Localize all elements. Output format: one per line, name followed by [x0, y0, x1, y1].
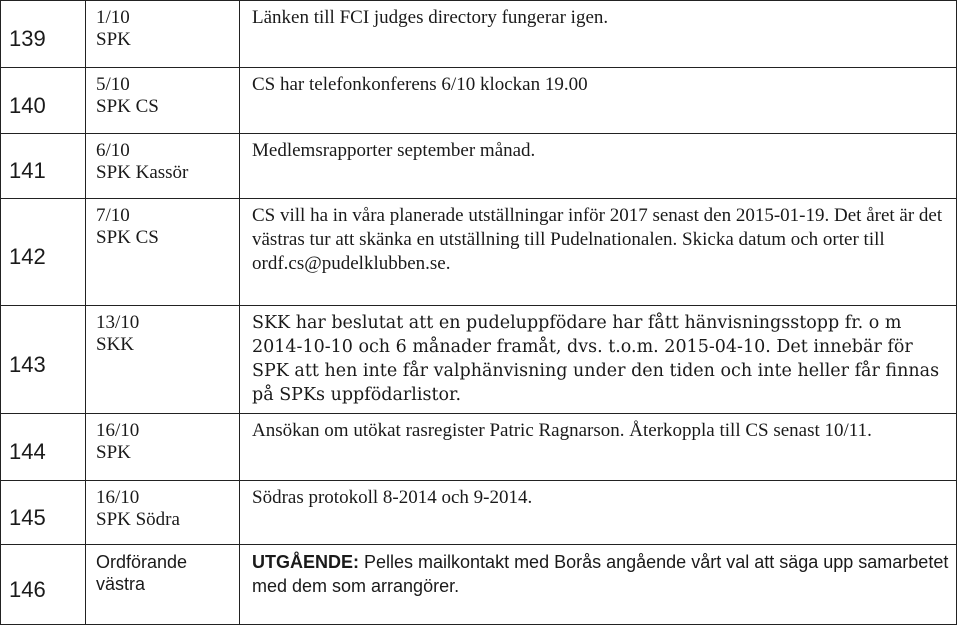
- item-date: Ordförande: [96, 552, 188, 572]
- item-text: Länken till FCI judges directory fungerar igen.: [240, 1, 957, 68]
- date-cell: [86, 68, 240, 134]
- outgoing-label: UTGÅENDE:: [252, 552, 359, 572]
- item-source: SPK CS: [96, 96, 159, 117]
- table-row: [1, 134, 957, 199]
- item-number: 144: [1, 414, 86, 481]
- item-text: Ansökan om utökat rasregister Patric Ragnarson. Återkoppla till CS senast 10/11.: [240, 414, 957, 481]
- item-date: 1/10: [96, 7, 130, 28]
- item-source: SKK: [96, 334, 135, 355]
- table-row: [1, 199, 957, 306]
- item-text: Pelles mailkontakt med Borås angående vårt val att säga upp samarbetet med dem som arrangörer.: [252, 552, 949, 596]
- item-number: 141: [1, 134, 86, 199]
- item-number: 145: [1, 481, 86, 545]
- item-text-cell: [240, 545, 957, 625]
- table-row: [1, 306, 957, 414]
- item-date: 13/10: [96, 312, 140, 333]
- item-source: västra: [96, 574, 146, 594]
- item-number: 143: [1, 306, 86, 414]
- item-date: 6/10: [96, 140, 130, 161]
- item-number: 142: [1, 199, 86, 306]
- item-text: CS har telefonkonferens 6/10 klockan 19.00: [240, 68, 957, 134]
- item-number: 146: [1, 545, 86, 625]
- item-source: SPK: [96, 29, 131, 50]
- date-cell: [86, 134, 240, 199]
- date-cell: [86, 1, 240, 68]
- item-source: SPK Kassör: [96, 162, 189, 183]
- table-row: [1, 68, 957, 134]
- item-date: 16/10: [96, 487, 140, 508]
- item-text: Medlemsrapporter september månad.: [240, 134, 957, 199]
- item-source: SPK Södra: [96, 509, 180, 530]
- item-source: SPK: [96, 442, 131, 463]
- table-row: [1, 414, 957, 481]
- date-cell: [86, 414, 240, 481]
- date-cell: [86, 545, 240, 625]
- item-number: 139: [1, 1, 86, 68]
- item-text: CS vill ha in våra planerade utställningar inför 2017 senast den 2015-01-19. Det året är det västras tur att skänka en utställning till Pudelnationalen. Skicka datum och orter till ordf.cs@pudelklubben.se.: [240, 199, 957, 306]
- date-cell: [86, 481, 240, 545]
- item-number: 140: [1, 68, 86, 134]
- table-row: [1, 1, 957, 68]
- date-cell: [86, 306, 240, 414]
- table-row: [1, 545, 957, 625]
- item-text: SKK har beslutat att en pudeluppfödare har fått hänvisningsstopp fr. o m 2014-10-10 och 6 månader framåt, dvs. t.o.m. 2015-04-10. Det innebär för SPK att hen inte får valphänvisning under den tiden och inte heller får finnas på SPKs uppfödarlistor.: [240, 306, 957, 414]
- item-text: Södras protokoll 8-2014 och 9-2014.: [240, 481, 957, 545]
- item-date: 5/10: [96, 74, 130, 95]
- item-source: SPK CS: [96, 227, 159, 248]
- table-row: [1, 481, 957, 545]
- item-date: 16/10: [96, 420, 140, 441]
- date-cell: [86, 199, 240, 306]
- item-date: 7/10: [96, 205, 130, 226]
